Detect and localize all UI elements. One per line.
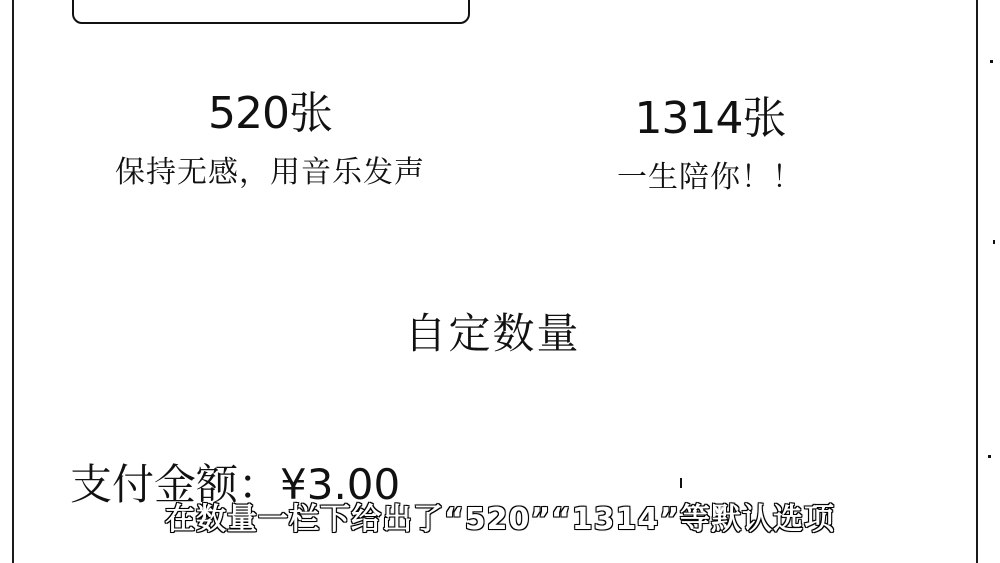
payment-amount [70,460,401,509]
scan-edge-right [976,0,978,563]
option-description: 保持无感，用音乐发声 [115,155,425,190]
scan-edge-left [12,0,14,563]
quantity-option-520[interactable] [70,88,470,190]
custom-quantity-button[interactable]: 自定数量 [404,309,581,358]
scan-speck [993,240,995,244]
option-count: 520张 [208,88,332,139]
option-count: 1314张 [634,93,786,144]
payment-label: 支付金额： [70,460,281,509]
previous-option-box[interactable] [72,0,470,24]
scan-speck [988,455,991,458]
scan-speck [990,60,993,63]
scan-speck [680,478,682,488]
video-subtitle: 在数量一栏下给出了“520”“1314”等默认选项 [165,502,835,537]
payment-value: ¥3.00 [280,460,401,509]
quantity-option-1314[interactable] [560,93,860,195]
option-description: 一生陪你！！ [617,160,803,195]
